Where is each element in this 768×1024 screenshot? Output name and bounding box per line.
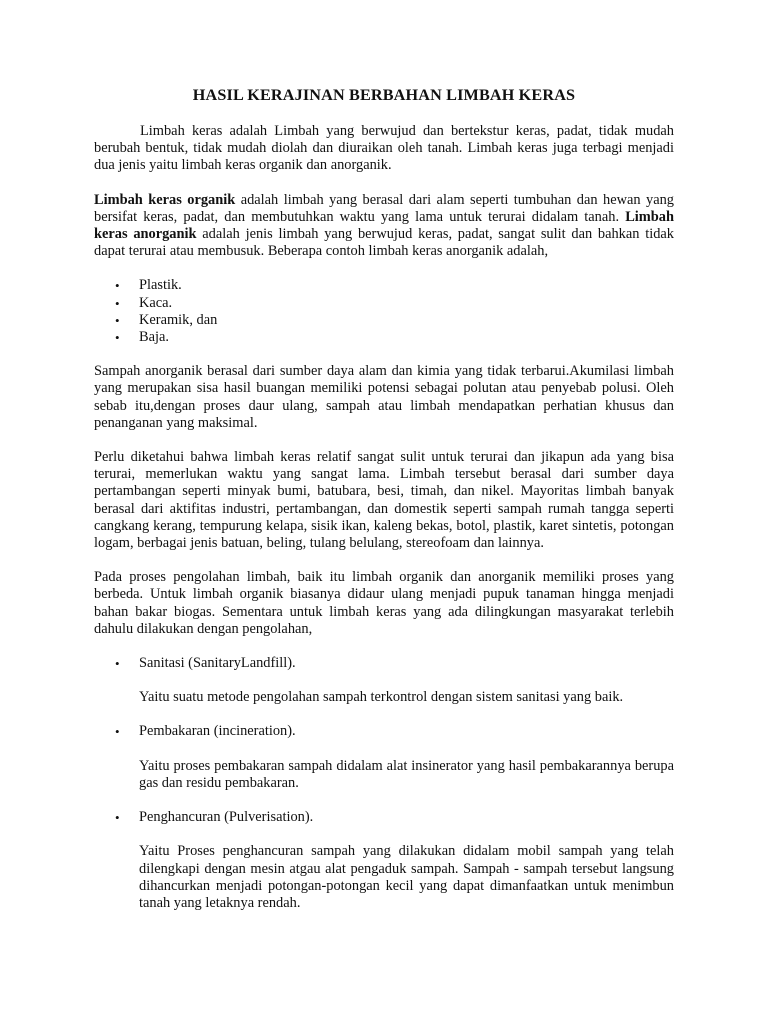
sampah-paragraph: Sampah anorganik berasal dari sumber daya alam dan kimia yang tidak terbarui.Akumilasi limbah yang merupakan sisa hasil buangan memiliki potensi sebagai polutan atau penyebab polusi. Oleh sebab itu,dengan proses daur ulang, sampah atau limbah mendapatkan perhatian khusus dan penanganan yang maksimal. [94, 363, 674, 431]
organik-term: Limbah keras organik [94, 191, 236, 208]
list-item: • Baja. [115, 329, 169, 346]
method-penghancuran [94, 809, 674, 912]
bullet-icon: • [115, 724, 120, 740]
document-title: HASIL KERAJINAN BERBAHAN LIMBAH KERAS [192, 86, 576, 104]
method-description: Yaitu Proses penghancuran sampah yang dilakukan didalam mobil sampah yang telah dilengkapi dengan mesin atgau alat pengaduk sampah. Sampah - sampah tersebut langsung dihancurkan menjadi potongan-potongan kecil yang dapat dimanfaatkan untuk menimbun tanah yang letaknya rendah. [139, 843, 674, 911]
anorganik-term: Limbah keras anorganik [94, 208, 674, 243]
list-item: • Plastik. [115, 277, 182, 294]
method-name: • Sanitasi (SanitaryLandfill). [115, 655, 296, 672]
bullet-icon: • [115, 656, 120, 672]
list-item: • Kaca. [115, 294, 173, 311]
method-description: Yaitu proses pembakaran sampah didalam alat insinerator yang hasil pembakarannya berupa gas dan residu pembakaran. [139, 757, 674, 791]
method-sanitasi [94, 655, 674, 706]
method-description: Yaitu suatu metode pengolahan sampah terkontrol dengan sistem sanitasi yang baik. [139, 689, 624, 706]
definition-paragraph [94, 192, 674, 261]
method-pembakaran [94, 723, 674, 792]
perlu-paragraph: Perlu diketahui bahwa limbah keras relatif sangat sulit untuk terurai dan jikapun ada yang bisa terurai, memerlukan waktu yang sangat lama. Limbah tersebut berasal dari sumber daya pertambangan seperti minyak bumi, batubara, besi, timah, dan nikel. Mayoritas limbah banyak berasal dari aktifitas industri, pertambangan, dan domestik seperti sampah rumah tangga seperti cangkang kerang, tempurung kelapa, sisik ikan, kaleng bekas, botol, plastik, karet sintetis, potongan logam, berbagai jenis batuan, beling, tulang belulang, stereofoam dan lainnya. [94, 449, 674, 552]
method-name: • Pembakaran (incineration). [115, 723, 296, 740]
anorganik-text: adalah jenis limbah yang berwujud keras, padat, sangat sulit dan bahkan tidak dapat terurai atau membusuk. Beberapa contoh limbah keras anorganik adalah, [94, 226, 674, 260]
bullet-icon: • [115, 312, 120, 328]
bullet-icon: • [115, 330, 120, 346]
bullet-icon: • [115, 810, 120, 826]
bullet-icon: • [115, 278, 120, 294]
method-name: • Penghancuran (Pulverisation). [115, 809, 314, 826]
pada-paragraph: Pada proses pengolahan limbah, baik itu limbah organik dan anorganik memiliki proses yang berbeda. Untuk limbah organik biasanya didaur ulang menjadi pupuk tanaman hingga menjadi bahan bakar biogas. Sementara untuk limbah keras yang ada dilingkungan masyarakat terlebih dahulu dilakukan dengan pengolahan, [94, 569, 674, 637]
examples-list [94, 277, 674, 346]
list-item: • Keramik, dan [115, 311, 218, 328]
organik-text: adalah limbah yang berasal dari alam seperti tumbuhan dan hewan yang bersifat keras, padat, dan membutuhkan waktu yang lama untuk terurai didalam tanah. [94, 191, 674, 225]
bullet-icon: • [115, 295, 120, 311]
intro-paragraph: Limbah keras adalah Limbah yang berwujud dan bertekstur keras, padat, tidak mudah berubah bentuk, tidak mudah diolah dan diuraikan oleh tanah. Limbah keras juga terbagi menjadi dua jenis yaitu limbah keras organik dan anorganik. [94, 123, 674, 174]
